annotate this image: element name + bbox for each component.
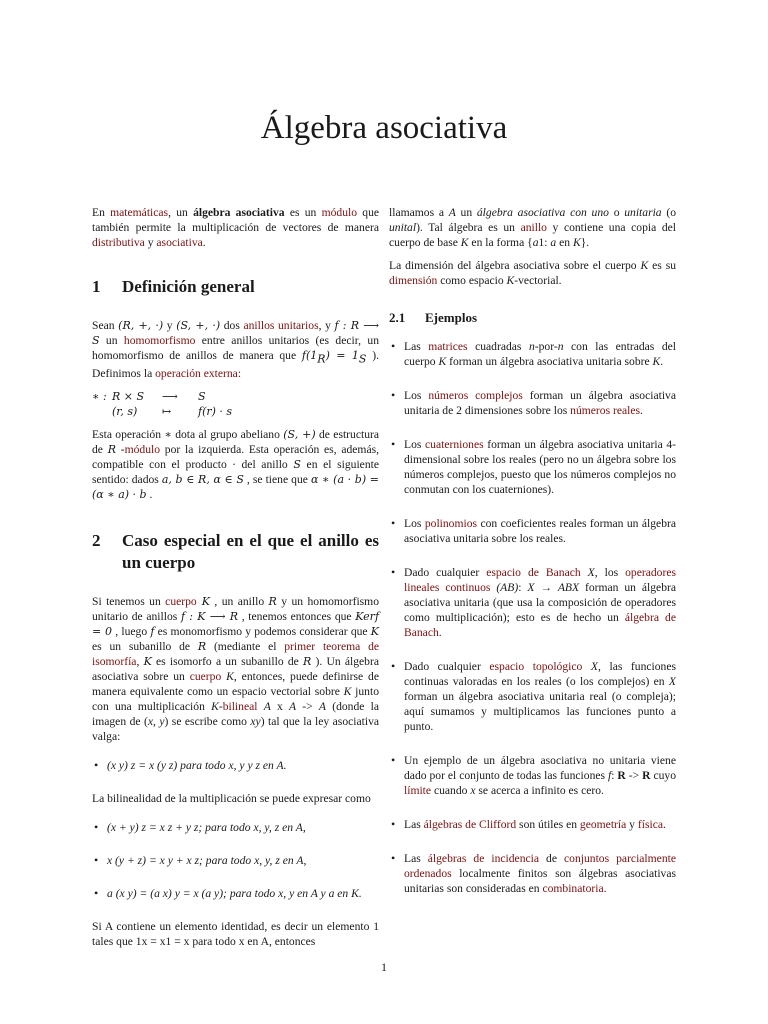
- link-operacion-externa[interactable]: operación externa: [155, 367, 238, 381]
- link-numeros-reales[interactable]: números reales: [570, 404, 641, 417]
- link-fisica[interactable]: física: [637, 818, 663, 831]
- s1-paragraph-1: Sean (R, +, ·) y (S, +, ·) dos anillos unitarios, y f : R ⟶ S un homomorfismo entre anillos unitarios (es decir, un homomorfismo de anillos de manera que $f(1_R) = 1_S$ ). Definimos la operación externa:: [92, 319, 380, 381]
- page-number: 1: [381, 960, 387, 974]
- display-formula: ∗ : R × S ⟶ S (r, s) ↦ f(r) · s: [92, 390, 233, 419]
- s2-paragraph-1: Si tenemos un cuerpo K , un anillo R y un homomorfismo unitario de anillos f : K ⟶ R , tenemos entonces que Kerf = 0 , luego f es monomorfismo y podemos considerar que K es un subanillo de R (mediante el primer teorema de isomorfía, K es isomorfo a un subanillo de R ). Un álgebra asociativa sobre un cuerpo K, entonces, puede definirse de manera equivalente como un espacio vectorial sobre K junto con una multiplicación K-bilineal A x A -> A (donde la imagen de (x, y) se escribe como xy) tal que la ley asociativa valga:: [92, 595, 380, 744]
- list-item: • Dado cualquier espacio de Banach X, los operadores lineales continuos (AB): X → ABX forman un álgebra asociativa unitaria (que usa la composición de operadores como multiplicación); esto es de hecho un álgebra de Banach.: [389, 565, 676, 640]
- list-item: • Los cuaterniones forman un álgebra asociativa unitaria 4-dimensional sobre los reales (pero no un álgebra sobre los números complejos, puesto que los números complejos no conmutan con los cuaterniones).: [389, 437, 676, 497]
- list-item: • Dado cualquier espacio topológico X, las funciones continuas valoradas en los reales (o los complejos) en X forman un álgebra asociativa unitaria real (o compleja); aquí sumamos y multiplicamos las funciones punto a punto.: [389, 659, 676, 734]
- list-item: • (x y) z = x (y z) para todo x, y y z en A.: [92, 758, 379, 773]
- link-matrices[interactable]: matrices: [428, 340, 468, 353]
- link-polinomios[interactable]: polinomios: [424, 517, 478, 530]
- list-item: • Las matrices cuadradas n-por-n con las entradas del cuerpo K forman un álgebra asociativa unitaria sobre K.: [389, 339, 676, 369]
- list-item: • Los números complejos forman un álgebra asociativa unitaria de 2 dimensiones sobre los números reales.: [389, 388, 676, 418]
- link-conjuntos-ordenados[interactable]: conjuntos parcialmente ordenados: [404, 852, 676, 880]
- s1-paragraph-2: Esta operación ∗ dota al grupo abeliano (S, +) de estructura de R -módulo por la izquierda. Esta operación es, además, compatible con el producto · del anillo S en el siguiente sentido: dados a, b ∈ R, α ∈ S , se tiene que α ∗ (a · b) = (α ∗ a) · b .: [92, 428, 380, 502]
- link-geometria[interactable]: geometría: [579, 818, 627, 831]
- link-asociativa[interactable]: asociativa: [156, 236, 203, 249]
- intro-paragraph: En matemáticas, un álgebra asociativa es un módulo que también permite la multiplicación de vectores de manera distributiva y asociativa.: [92, 206, 380, 249]
- page-title: Álgebra asociativa: [260, 110, 508, 146]
- left-column: [92, 205, 379, 957]
- right-column: [389, 205, 676, 915]
- link-espacio-banach[interactable]: espacio de Banach: [486, 566, 581, 579]
- s2-paragraph-2: La bilinealidad de la multiplicación se puede expresar como: [92, 792, 371, 806]
- list-item: • Los polinomios con coeficientes reales forman un álgebra asociativa unitaria sobre los reales.: [389, 516, 676, 546]
- link-primer-teorema[interactable]: primer teorema de isomorfía: [92, 640, 380, 669]
- list-item: • Las álgebras de Clifford son útiles en geometría y física.: [389, 817, 676, 832]
- list-item: • a (x y) = (a x) y = x (a y); para todo x, y en A y a en K.: [92, 886, 379, 901]
- examples-list: [389, 339, 676, 896]
- s2-paragraph-5: La dimensión del álgebra asociativa sobre el cuerpo K es su dimensión como espacio K-vectorial.: [389, 259, 677, 287]
- link-espacio-topologico[interactable]: espacio topológico: [489, 660, 583, 673]
- link-modulo-2[interactable]: módulo: [124, 443, 161, 457]
- link-anillo[interactable]: anillo: [520, 221, 547, 234]
- section-heading-1: 1 Definición general: [92, 277, 255, 296]
- link-dimension[interactable]: dimensión: [389, 274, 438, 287]
- link-algebra-banach[interactable]: álgebra de Banach: [404, 611, 676, 639]
- link-algebras-clifford[interactable]: álgebras de Clifford: [423, 818, 517, 831]
- bilinear-list: [92, 820, 379, 901]
- section-heading-2-1: 2.1 Ejemplos: [389, 310, 477, 325]
- s2-paragraph-4: llamamos a A un álgebra asociativa con uno o unitaria (o unital). Tal álgebra es un anillo y contiene una copia del cuerpo de base K en la forma {a1: a en K}.: [389, 206, 677, 249]
- link-algebras-incidencia[interactable]: álgebras de incidencia: [427, 852, 540, 865]
- link-combinatoria[interactable]: combinatoria: [542, 882, 604, 895]
- list-item: • Un ejemplo de un álgebra asociativa no unitaria viene dado por el conjunto de todas las funciones f: R -> R cuyo límite cuando x se acerca a infinito es cero.: [389, 753, 676, 798]
- assoc-list: [92, 758, 379, 773]
- s2-paragraph-3: Si A contiene un elemento identidad, es decir un elemento 1 tales que 1x = x1 = x para todo x en A, entonces: [92, 920, 379, 949]
- link-limite[interactable]: límite: [404, 784, 432, 797]
- link-distributiva[interactable]: distributiva: [92, 236, 145, 249]
- list-item: • x (y + z) = x y + x z; para todo x, y, z en A,: [92, 853, 379, 868]
- link-cuerpo-2[interactable]: cuerpo: [189, 670, 222, 684]
- link-homomorfismo[interactable]: homomorfismo: [123, 334, 196, 347]
- link-anillos-unitarios[interactable]: anillos unitarios: [243, 319, 319, 332]
- list-item: • (x + y) z = x z + y z; para todo x, y, z en A,: [92, 820, 379, 835]
- link-bilineal[interactable]: bilineal: [222, 700, 258, 714]
- link-modulo[interactable]: módulo: [321, 206, 358, 219]
- link-operadores-lineales[interactable]: operadores lineales continuos: [404, 566, 676, 594]
- section-heading-2: 2 Caso especial en el que el anillo es un cuerpo: [92, 531, 379, 573]
- link-cuerpo[interactable]: cuerpo: [165, 595, 197, 609]
- link-matematicas[interactable]: matemáticas: [110, 206, 169, 219]
- link-cuaterniones[interactable]: cuaterniones: [425, 438, 484, 451]
- link-numeros-complejos[interactable]: números complejos: [428, 389, 523, 402]
- list-item: • Las álgebras de incidencia de conjuntos parcialmente ordenados localmente finitos son álgebras asociativas unitarias son consideradas en combinatoria.: [389, 851, 676, 896]
